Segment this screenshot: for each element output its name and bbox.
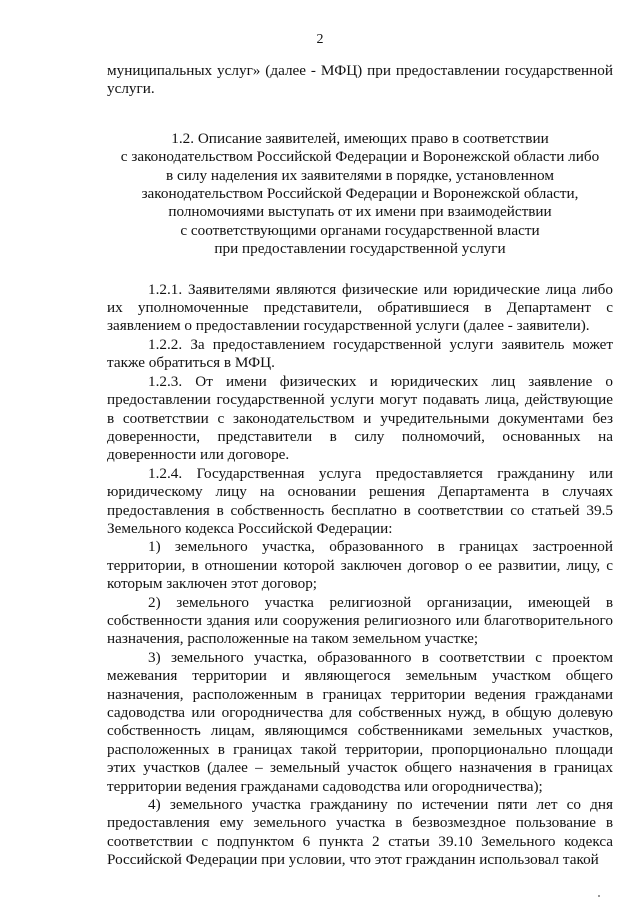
paragraph-1-2-4 xyxy=(107,465,613,539)
paragraph-text: От имени физических и юридических лиц заявление о предоставлении государственной услуги могут подавать лица, действующие в соответствии с законодательством и учредительными документами без доверенности, представители в силу полномочий, основанных на доверенности или договоре. xyxy=(107,372,614,464)
section-heading-line: 1.2. Описание заявителей, имеющих право в соответствии xyxy=(171,129,549,147)
paragraph-1-2-2 xyxy=(107,336,613,373)
list-item-4 xyxy=(107,796,613,870)
list-item-number: 3) xyxy=(148,648,161,666)
section-heading-line: с законодательством Российской Федерации и Воронежской области либо xyxy=(120,148,600,166)
paragraph-1-2-3 xyxy=(107,373,613,465)
section-heading-line: законодательством Российской Федерации и Воронежской области, xyxy=(141,185,579,203)
intro-paragraph: муниципальных услуг» (далее - МФЦ) при предоставлении государственной услуги. xyxy=(107,62,613,98)
section-heading-line: при предоставлении государственной услуги xyxy=(214,240,506,258)
paragraph-text: Государственная услуга предоставляется гражданину или юридическому лицу на основании решения Департамента в случаях предоставления в собственность бесплатно в соответствии со статьей 39.5 Земельного кодекса Российской Федерации: xyxy=(107,464,614,537)
paragraph-1-2-1 xyxy=(107,281,613,336)
section-heading-line: с соответствующими органами государственной власти xyxy=(180,221,540,239)
list-item-text: земельного участка, образованного в границах застроенной территории, в отношении которой заключен договор о ее развитии, лицу, с которым заключен этот договор; xyxy=(107,538,613,593)
list-item-text: земельного участка религиозной организации, имеющей в собственности здания или сооружения религиозного или благотворительного назначения, расположенные на таком земельном участке; xyxy=(107,593,613,648)
section-heading xyxy=(107,130,613,259)
paragraph-number: 1.2.1. xyxy=(148,280,183,298)
document-body xyxy=(107,62,613,870)
list-item-number: 1) xyxy=(148,538,161,556)
paragraph-number: 1.2.4. xyxy=(148,464,183,482)
list-item-number: 4) xyxy=(148,796,161,814)
scan-speck xyxy=(598,895,600,897)
section-heading-line: полномочиями выступать от их имени при взаимодействии xyxy=(168,203,552,221)
section-heading-line: в силу наделения их заявителями в порядке, установленном xyxy=(166,166,554,184)
page-number: 2 xyxy=(316,32,324,47)
list-item-text: земельного участка, образованного в соответствии с проектом межевания территории и являющегося земельным участком общего назначения, расположенным в границах территории ведения гражданами садоводства или огородничества для собственных нужд, в общую долевую собственность лицам, являющимся собственниками земельных участков, расположенных в границах такой территории, пропорционально площади этих участков (далее – земельный участок общего назначения в границах территории ведения гражданами садоводства или огородничества); xyxy=(107,648,614,795)
list-item-1 xyxy=(107,538,613,593)
list-item-number: 2) xyxy=(148,593,161,611)
list-item-2 xyxy=(107,594,613,649)
paragraph-number: 1.2.3. xyxy=(148,372,183,390)
list-item-3 xyxy=(107,649,613,796)
list-item-text: земельного участка гражданину по истечении пяти лет со дня предоставления ему земельного участка в безвозмездное пользование в соответствии с подпунктом 6 пункта 2 статьи 39.10 Земельного кодекса Российской Федерации при условии, что этот гражданин использовал такой xyxy=(107,796,614,869)
paragraph-text: Заявителями являются физические или юридические лица либо их уполномоченные представители, обратившиеся в Департамент с заявлением о предоставлении государственной услуги (далее - заявители). xyxy=(107,280,613,335)
paragraph-number: 1.2.2. xyxy=(148,335,183,353)
paragraph-text: За предоставлением государственной услуги заявитель может также обратиться в МФЦ. xyxy=(107,335,613,372)
